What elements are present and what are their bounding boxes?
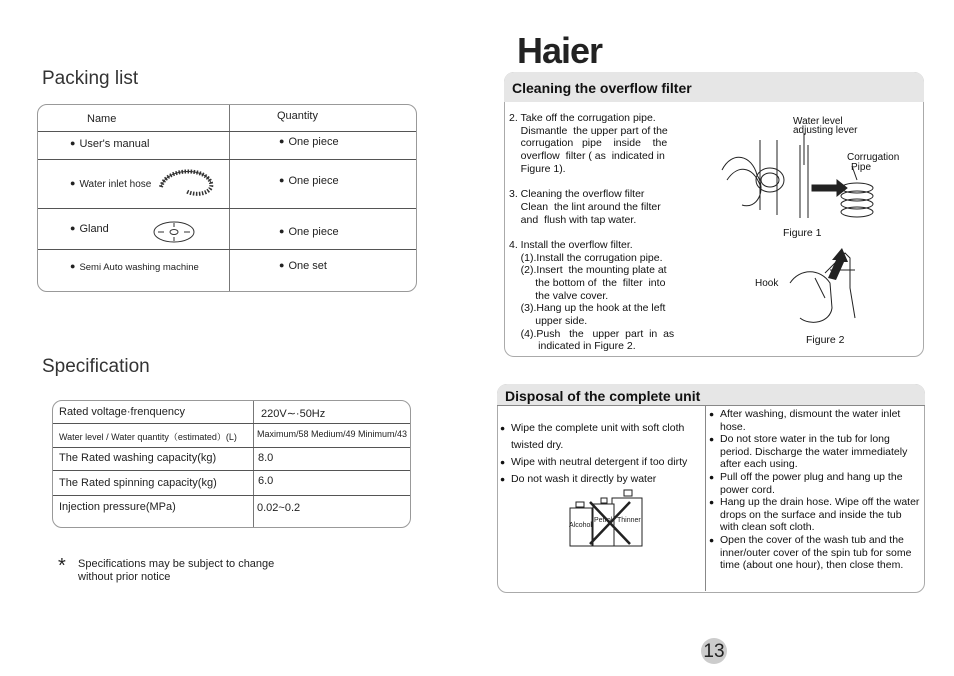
cleaning-step-line: Figure 1). <box>509 162 566 175</box>
disposal-right-list <box>709 408 922 572</box>
spec-label: The Rated spinning capacity(kg) <box>59 477 217 489</box>
bottle-label-alcohol: Alcohol <box>569 522 592 529</box>
cleaning-step-line: 4. Install the overflow filter. <box>509 238 633 251</box>
disposal-title: Disposal of the complete unit <box>497 384 925 406</box>
figure-2-illustration <box>770 248 870 330</box>
spec-value: 6.0 <box>258 475 274 487</box>
spec-value: 0.02~0.2 <box>257 502 301 514</box>
disposal-tip: ● Wipe the complete unit with soft cloth twisted dry. <box>500 420 705 454</box>
fig1-label-adjusting-lever: adjusting lever <box>793 125 858 136</box>
cleaning-step-line: corrugation pipe inside the <box>509 137 668 150</box>
bottle-label-thinner: Thinner <box>617 517 641 524</box>
cleaning-step-line: 3. Cleaning the overflow filter <box>509 188 645 201</box>
spec-note-line1: Specifications may be subject to change <box>78 558 275 570</box>
cleaning-step-line: 2. Take off the corrugation pipe. <box>509 112 656 124</box>
hose-icon <box>156 165 216 199</box>
cleaning-step-line: (1).Install the corrugation pipe. <box>509 251 663 264</box>
item-name: ● Gland <box>70 223 109 235</box>
spec-label: Injection pressure(MPa) <box>59 501 176 513</box>
spec-value: 8.0 <box>258 452 274 464</box>
cleaning-title: Cleaning the overflow filter <box>504 72 924 102</box>
item-qty: ● One piece <box>279 226 339 238</box>
item-qty: ● One piece <box>279 175 339 187</box>
col-quantity-header: Quantity <box>277 110 318 122</box>
item-name: ● Semi Auto washing machine <box>70 262 199 273</box>
disposal-step: ● Hang up the drain hose. Wipe off the water drops on the surface and inside the tub with clean soft cloth. <box>709 496 922 534</box>
cleaning-step-line: the valve cover. <box>509 289 609 302</box>
spec-note-line2: without prior notice <box>78 571 171 583</box>
fig1-label-water-level: Water level <box>793 116 843 127</box>
col-name-header: Name <box>87 113 117 125</box>
cleaning-step-line <box>509 175 689 188</box>
cleaning-step-line <box>509 226 689 239</box>
spec-label: Water level / Water quantity（estimated）(L) <box>59 432 237 442</box>
disposal-left-list <box>500 420 705 488</box>
figure-1-illustration <box>712 130 912 230</box>
fig1-label-pipe: Pipe <box>851 162 872 173</box>
cleaning-step-line: and flush with tap water. <box>509 213 637 226</box>
figure-1-caption: Figure 1 <box>783 227 822 239</box>
disposal-step: ● After washing, dismount the water inlet hose. <box>709 408 922 433</box>
spec-value: 220V∼·50Hz <box>261 408 326 420</box>
cleaning-steps <box>509 112 689 353</box>
page-number: 13 <box>701 638 727 664</box>
cleaning-step-line: Clean the lint around the filter <box>509 200 661 213</box>
cleaning-step-line: (3).Hang up the hook at the left <box>509 302 666 315</box>
gland-icon <box>152 220 196 244</box>
spec-table <box>52 400 411 528</box>
cleaning-step-line: Dismantle the upper part of the <box>509 124 668 137</box>
disposal-tip: ● Wipe with neutral detergent if too dirty <box>500 454 705 471</box>
item-qty: ● One set <box>279 260 327 272</box>
fig2-label-hook: Hook <box>755 278 779 289</box>
item-name: ● Water inlet hose <box>70 179 151 190</box>
figure-2-caption: Figure 2 <box>806 334 845 346</box>
cleaning-step-line: (2).Insert the mounting plate at <box>509 264 667 277</box>
cleaning-step-line: (4).Push the upper part in as <box>509 327 675 340</box>
cleaning-step-line: indicated in Figure 2. <box>509 340 636 353</box>
disposal-step: ● Do not store water in the tub for long period. Discharge the water immediately after each using. <box>709 433 922 471</box>
spec-label: Rated voltage·frenquency <box>59 406 185 418</box>
cleaning-step-line: upper side. <box>509 315 588 327</box>
disposal-tip: ● Do not wash it directly by water <box>500 471 705 488</box>
packing-title: Packing list <box>42 68 139 89</box>
specification-title: Specification <box>42 356 150 377</box>
spec-value: Maximum/58 Medium/49 Minimum/43 <box>257 429 408 439</box>
disposal-step: ● Pull off the power plug and hang up the power cord. <box>709 471 922 496</box>
disposal-step: ● Open the cover of the wash tub and the inner/outer cover of the spin tub for some time (about one hour), then close them. <box>709 534 922 572</box>
fig1-label-corrugation: Corrugation <box>847 152 900 163</box>
cleaning-step-line: the bottom of the filter into <box>509 276 666 289</box>
spec-label: The Rated washing capacity(kg) <box>59 452 217 464</box>
item-name: ● User's manual <box>70 138 149 150</box>
packing-table <box>37 104 417 292</box>
cleaning-step-line: overflow filter ( as indicated in <box>509 150 665 163</box>
note-star: * <box>58 555 66 577</box>
item-qty: ● One piece <box>279 136 339 148</box>
brand-logo: Haier <box>517 30 603 71</box>
bottle-label-petrol: Petrol <box>594 517 613 524</box>
